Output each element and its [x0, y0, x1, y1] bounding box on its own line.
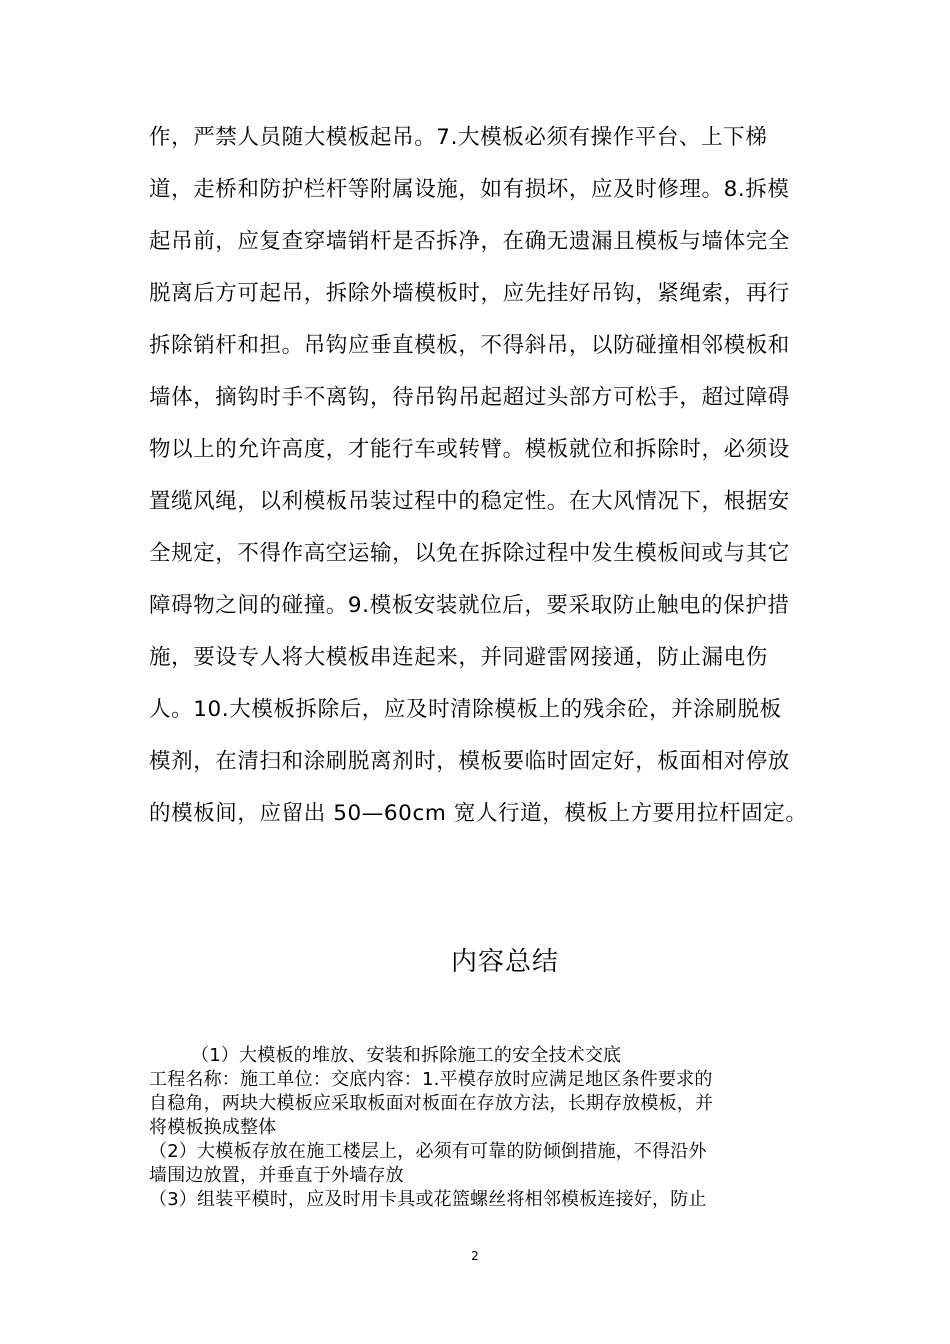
- body-line: 起吊前，应复查穿墙销杆是否拆净，在确无遗漏且模板与墙体完全: [149, 229, 790, 254]
- page-number: 2: [471, 1249, 479, 1263]
- body-line: 模剂，在清扫和涂刷脱离剂时，模板要临时固定好，板面相对停放: [149, 749, 790, 774]
- body-line: 脱离后方可起吊，拆除外墙模板时，应先挂好吊钩，紧绳索，再行: [149, 281, 790, 306]
- body-line: 障碍物之间的碰撞。9.模板安装就位后，要采取防止触电的保护措: [149, 593, 790, 618]
- body-line: 拆除销杆和担。吊钩应垂直模板，不得斜吊，以防碰撞相邻模板和: [149, 333, 790, 358]
- summary-line: （3）组装平模时，应及时用卡具或花篮螺丝将相邻模板连接好，防止: [149, 1189, 707, 1210]
- summary-line: 将模板换成整体: [149, 1117, 277, 1138]
- body-line: 全规定，不得作高空运输，以免在拆除过程中发生模板间或与其它: [149, 541, 790, 566]
- summary-section: [149, 1044, 809, 1212]
- body-line: 人。10.大模板拆除后，应及时清除模板上的残余砼，并涂刷脱板: [149, 697, 782, 722]
- summary-line: 工程名称：施工单位：交底内容：1.平模存放时应满足地区条件要求的: [149, 1069, 713, 1090]
- summary-line: （1）大模板的堆放、安装和拆除施工的安全技术交底: [191, 1045, 622, 1066]
- summary-line: 墙围边放置，并垂直于外墙存放: [149, 1165, 404, 1186]
- summary-line: （2）大模板存放在施工楼层上，必须有可靠的防倾倒措施，不得沿外: [149, 1141, 707, 1162]
- summary-line: 自稳角，两块大模板应采取板面对板面在存放方法，长期存放模板，并: [149, 1093, 714, 1114]
- summary-title: 内容总结: [450, 947, 559, 977]
- body-line: 置缆风绳，以利模板吊装过程中的稳定性。在大风情况下，根据安: [149, 489, 790, 514]
- body-line: 道，走桥和防护栏杆等附属设施，如有损坏，应及时修理。8.拆模: [149, 177, 790, 202]
- body-line: 作，严禁人员随大模板起吊。7.大模板必须有操作平台、上下梯: [149, 125, 768, 150]
- body-line: 物以上的允许高度，才能行车或转臂。模板就位和拆除时，必须设: [149, 437, 790, 462]
- body-line: 的模板间，应留出 50—60cm 宽人行道，模板上方要用拉杆固定。: [149, 801, 808, 826]
- body-line: 墙体，摘钩时手不离钩，待吊钩吊起超过头部方可松手，超过障碍: [149, 385, 790, 410]
- body-line: 施，要设专人将大模板串连起来，并同避雷网接通，防止漏电伤: [149, 645, 768, 670]
- body-paragraph: [149, 118, 809, 846]
